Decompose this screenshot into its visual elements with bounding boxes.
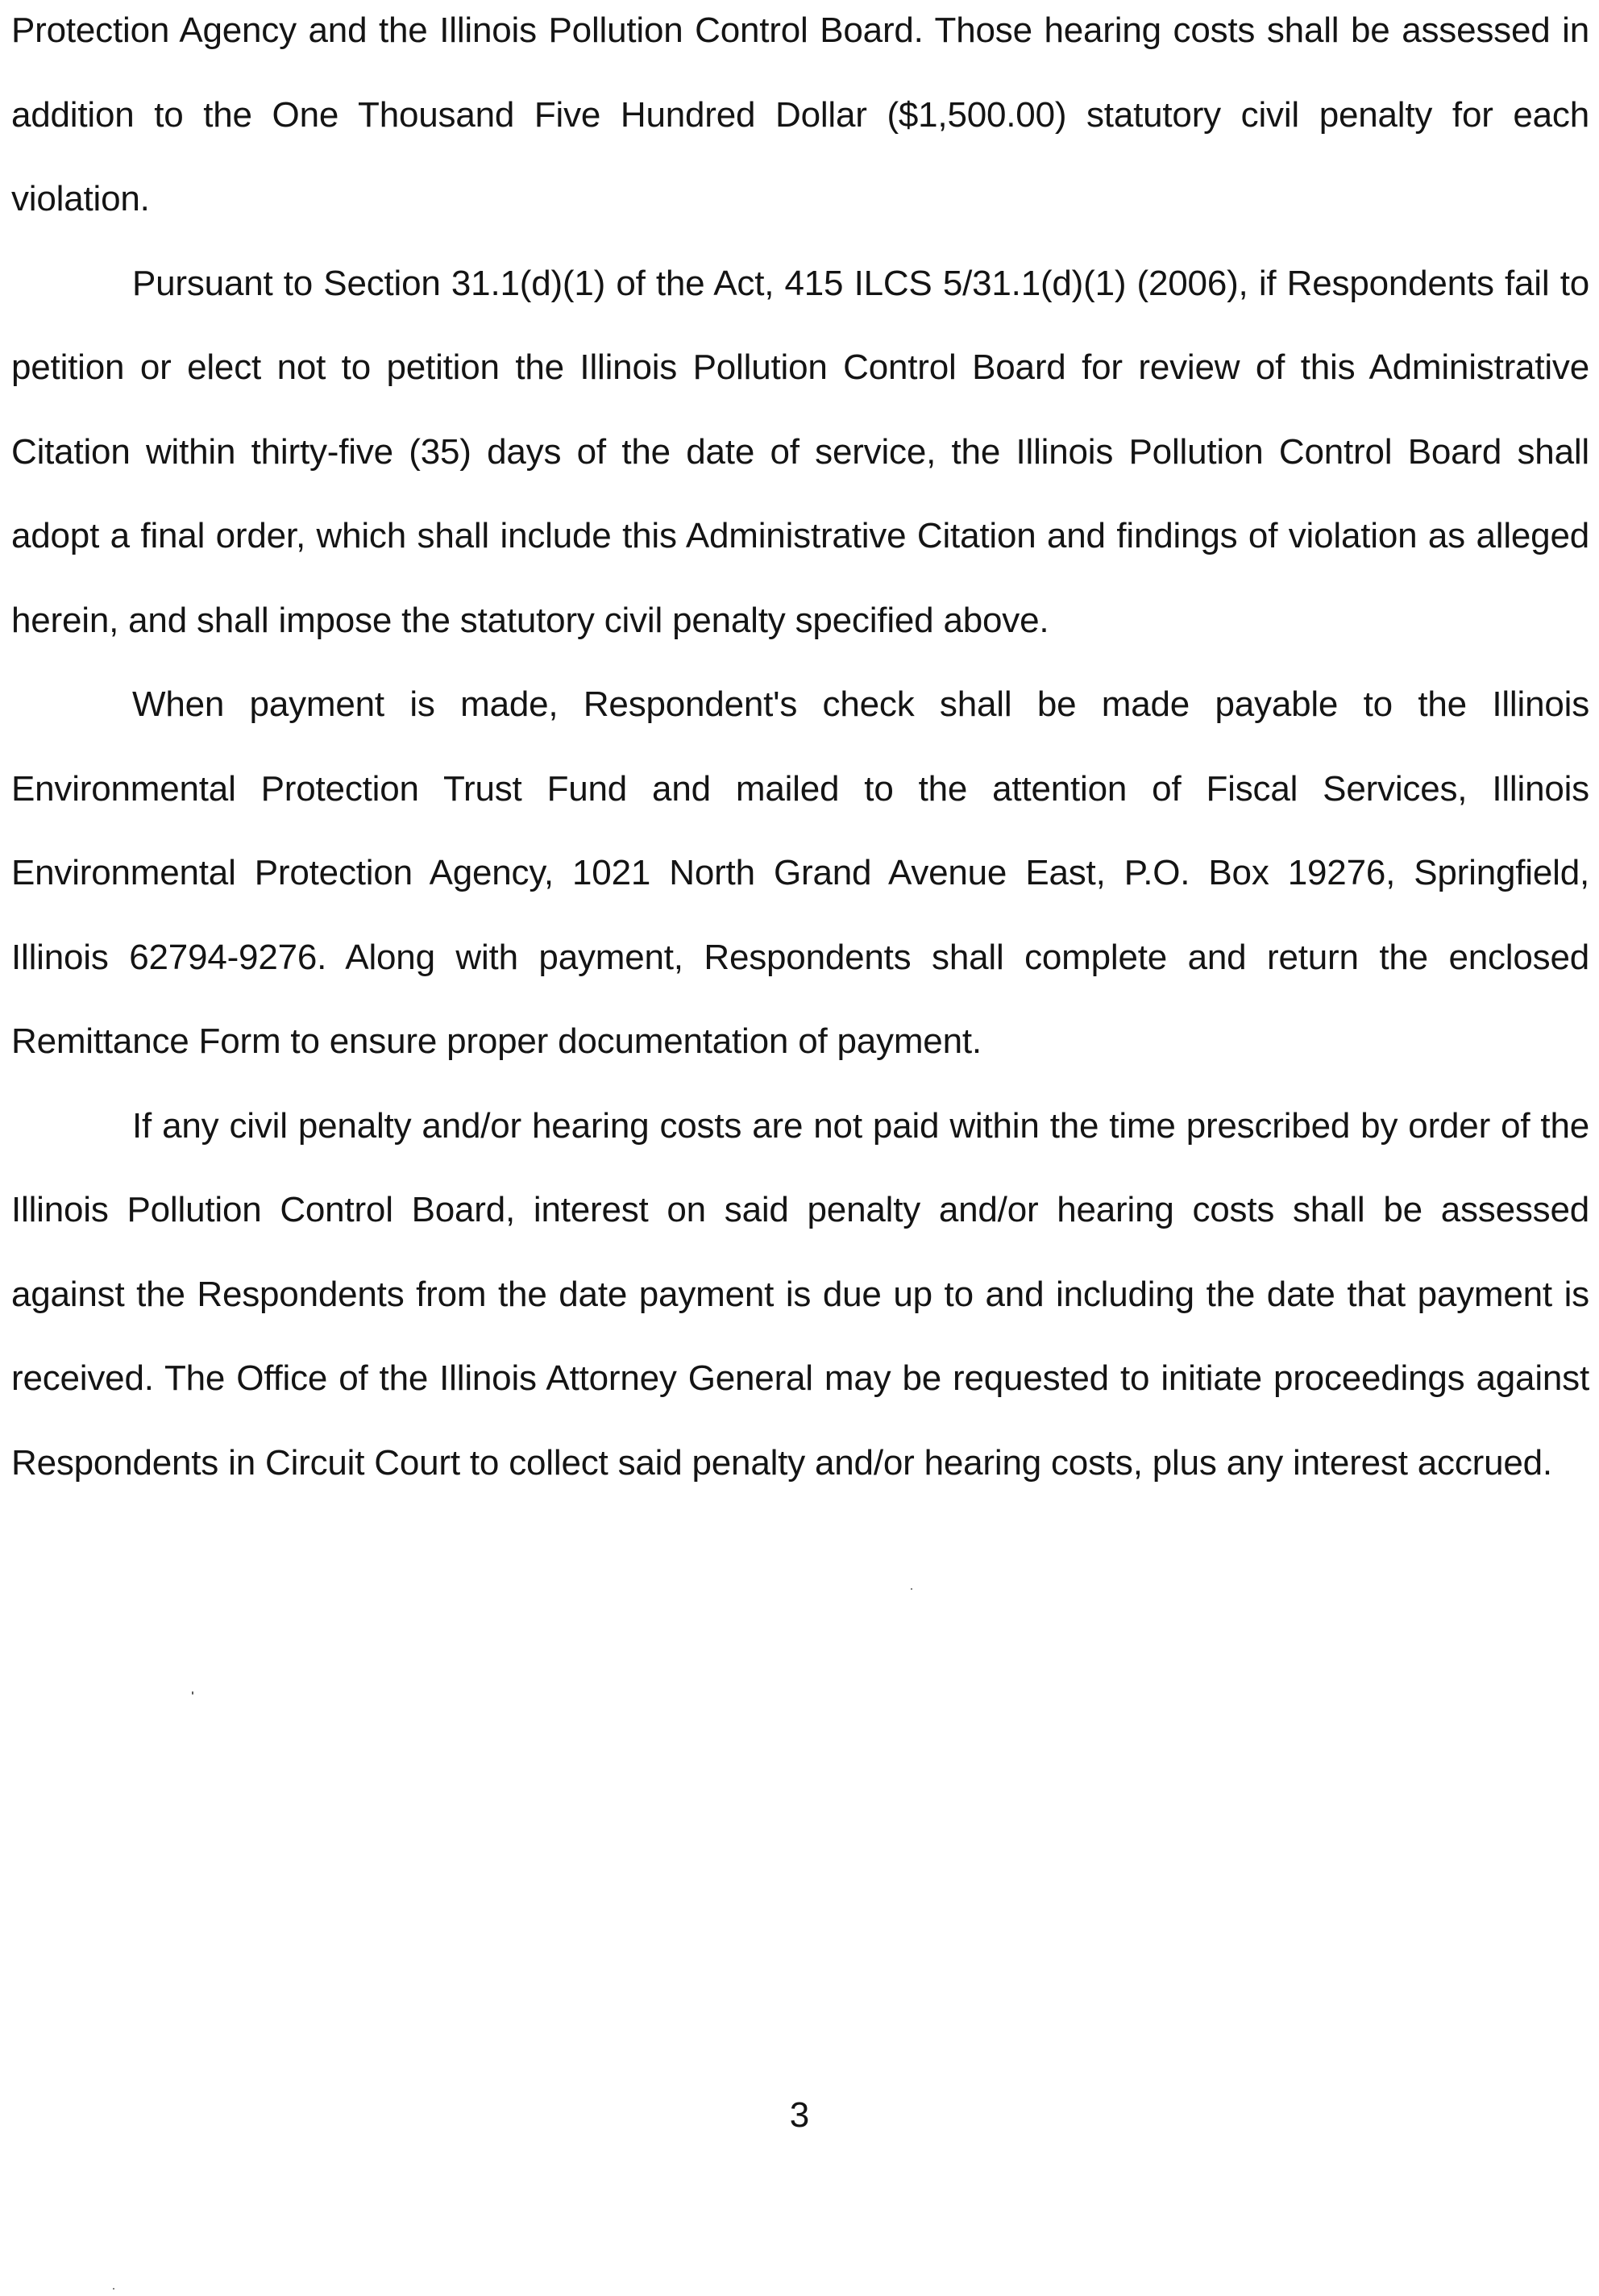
scan-speck — [911, 1588, 912, 1590]
paragraph-interest-collection: If any civil penalty and/or hearing costs are not paid within the time prescribed by order of the Illinois Pollution Control Board, interest on said penalty and/or hearing costs shall be assessed against the Respondents from the date payment is due up to and including the date that payment is received. The Office of the Illinois Attorney General may be requested to initiate proceedings against Respondents in Circuit Court to collect said penalty and/or hearing costs, plus any interest accrued. — [11, 1105, 1589, 1483]
scan-speck — [192, 1691, 193, 1695]
paragraph-section-31-1: Pursuant to Section 31.1(d)(1) of the Act, 415 ILCS 5/31.1(d)(1) (2006), if Respondents fail to petition or elect not to petition the Illinois Pollution Control Board for review of this Administrative Citation within thirty-five (35) days of the date of service, the Illinois Pollution Control Board shall adopt a final order, which shall include this Administrative Citation and findings of violation as alleged herein, and shall impose the statutory civil penalty specified above. — [11, 263, 1589, 640]
page-number: 3 — [789, 2095, 810, 2135]
paragraph-hearing-costs: Protection Agency and the Illinois Pollution Control Board. Those hearing costs shall be assessed in addition to the One Thousand Five Hundred Dollar ($1,500.00) statutory civil penalty for each violation. — [11, 10, 1589, 218]
scan-speck — [113, 2288, 114, 2290]
document-body — [11, 0, 1589, 1505]
paragraph-payment-instructions: When payment is made, Respondent's check shall be made payable to the Illinois Environmental Protection Trust Fund and mailed to the attention of Fiscal Services, Illinois Environmental Protection Agency, 1021 North Grand Avenue East, P.O. Box 19276, Springfield, Illinois 62794-9276. Along with payment, Respondents shall complete and return the enclosed Remittance Form to ensure proper documentation of payment. — [11, 684, 1589, 1061]
